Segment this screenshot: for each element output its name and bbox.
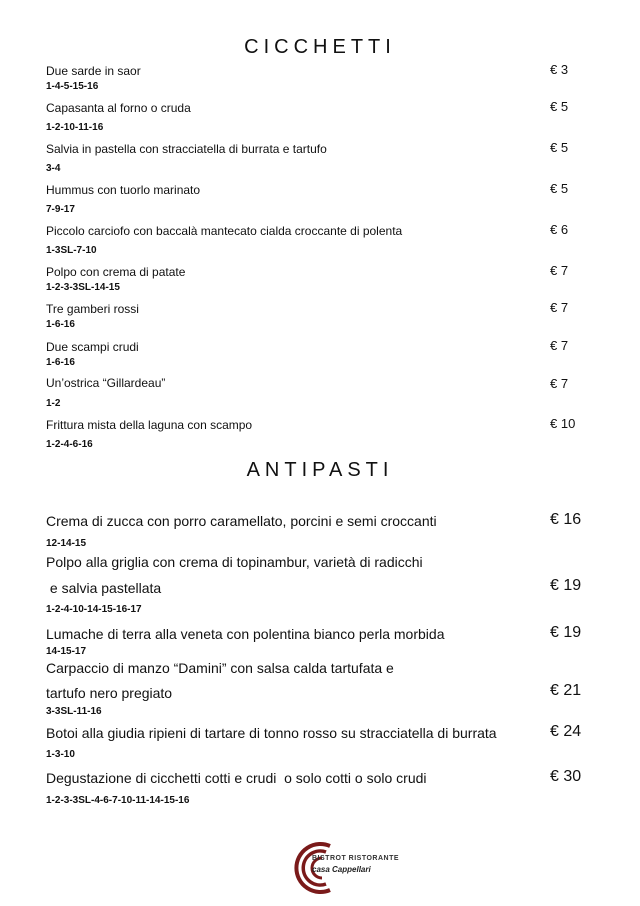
item-price: € 24	[550, 723, 582, 740]
item-allergens: 1-3-10	[46, 749, 75, 760]
logo-line-2: casa Cappellari	[312, 865, 371, 874]
item-name: Frittura mista della laguna con scampo	[46, 418, 253, 432]
logo-line-1: BISTROT RISTORANTE	[312, 855, 400, 862]
item-name: Tre gamberi rossi	[46, 302, 139, 316]
item-allergens: 1-2	[46, 398, 61, 409]
item-price: € 3	[550, 62, 569, 77]
item-name: Degustazione di cicchetti cotti e crudi o solo cotti o solo crudi	[46, 770, 427, 786]
item-allergens: 1-2-10-11-16	[46, 122, 104, 133]
item-name: Due scampi crudi	[46, 340, 139, 354]
item-price: € 7	[550, 338, 569, 353]
item-allergens: 1-6-16	[46, 319, 75, 330]
item-price: € 5	[550, 99, 569, 114]
item-name: Salvia in pastella con stracciatella di burrata e tartufo	[46, 142, 327, 156]
item-allergens: 1-6-16	[46, 357, 75, 368]
item-name: Capasanta al forno o cruda	[46, 101, 191, 115]
antipasti-title: ANTIPASTI	[246, 459, 394, 481]
item-allergens: 12-14-15	[46, 538, 87, 549]
item-allergens: 3-4	[46, 163, 61, 174]
item-price: € 10	[550, 416, 576, 431]
item-price: € 30	[550, 768, 582, 785]
item-allergens: 1-2-3-3SL-14-15	[46, 282, 120, 293]
item-name-continued: e salvia pastellata	[46, 580, 162, 596]
item-name-continued: tartufo nero pregiato	[46, 685, 173, 701]
cicchetti-title: CICCHETTI	[244, 36, 396, 58]
item-price: € 5	[550, 140, 569, 155]
item-allergens: 1-2-4-10-14-15-16-17	[46, 604, 142, 615]
item-name: Carpaccio di manzo “Damini” con salsa calda tartufata e	[46, 660, 394, 676]
item-name: Botoi alla giudia ripieni di tartare di tonno rosso su stracciatella di burrata	[46, 725, 497, 741]
item-allergens: 14-15-17	[46, 646, 87, 657]
item-allergens: 1-2-3-3SL-4-6-7-10-11-14-15-16	[46, 795, 190, 806]
restaurant-logo	[290, 840, 400, 896]
item-allergens: 1-2-4-6-16	[46, 439, 93, 450]
item-name: Hummus con tuorlo marinato	[46, 183, 201, 197]
item-price: € 6	[550, 222, 569, 237]
item-price: € 19	[550, 624, 582, 641]
item-name: Crema di zucca con porro caramellato, porcini e semi croccanti	[46, 513, 437, 529]
item-allergens: 3-3SL-11-16	[46, 706, 102, 717]
item-allergens: 1-4-5-15-16	[46, 81, 99, 92]
item-price: € 7	[550, 300, 569, 315]
item-price: € 7	[550, 263, 569, 278]
item-name: Due sarde in saor	[46, 64, 141, 78]
item-price: € 7	[550, 376, 569, 391]
item-name: Un’ostrica “Gillardeau”	[46, 376, 166, 390]
item-allergens: 7-9-17	[46, 204, 75, 215]
item-price: € 5	[550, 181, 569, 196]
item-allergens: 1-3SL-7-10	[46, 245, 97, 256]
item-name: Lumache di terra alla veneta con polentina bianco perla morbida	[46, 626, 445, 642]
item-name: Polpo con crema di patate	[46, 265, 186, 279]
item-price: € 16	[550, 511, 582, 528]
item-price: € 19	[550, 577, 582, 594]
item-name: Polpo alla griglia con crema di topinambur, varietà di radicchi	[46, 554, 423, 570]
item-price: € 21	[550, 682, 582, 699]
item-name: Piccolo carciofo con baccalà mantecato cialda croccante di polenta	[46, 224, 403, 238]
